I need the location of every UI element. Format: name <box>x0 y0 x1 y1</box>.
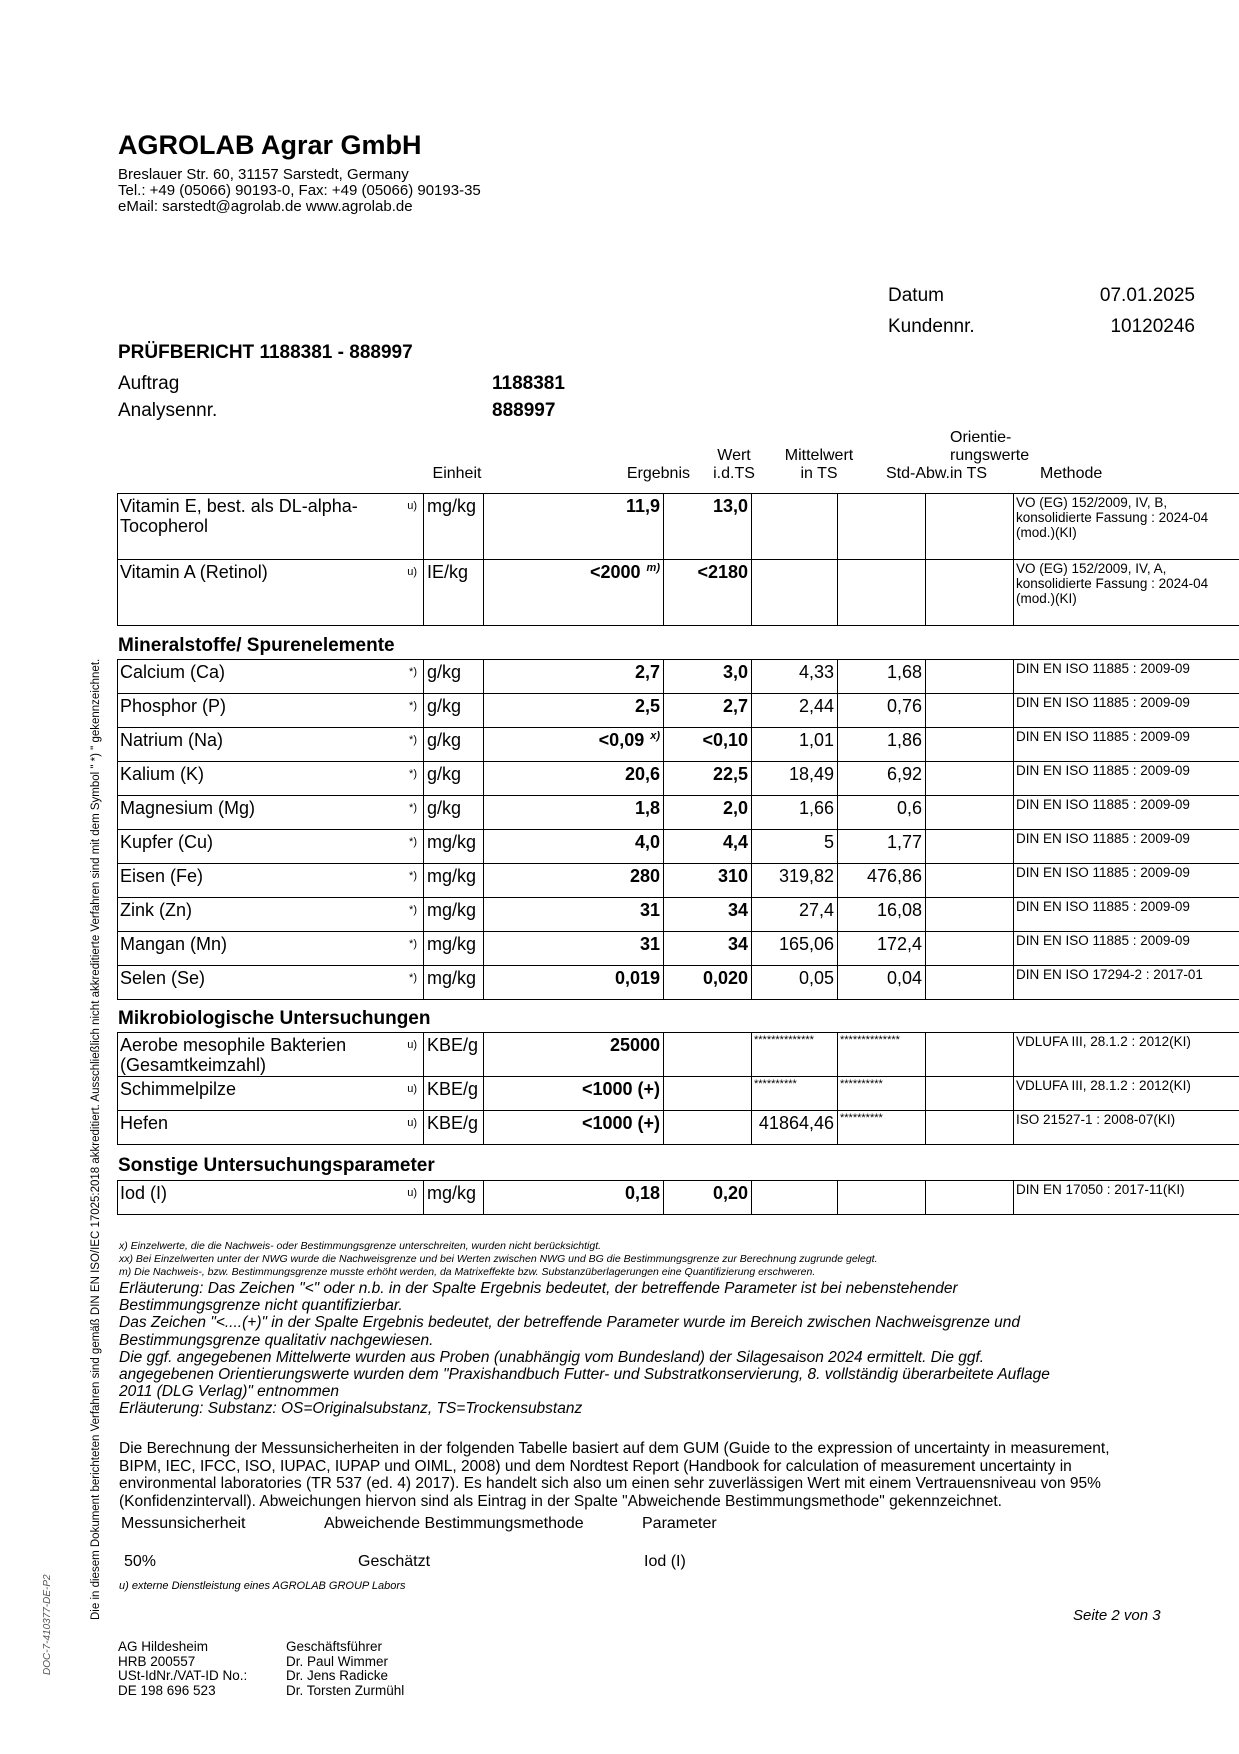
method-cell: DIN EN ISO 11885 : 2009-09 <box>1014 660 1239 694</box>
footnote-marker: *) <box>409 938 417 950</box>
page-number: Seite 2 von 3 <box>1073 1607 1161 1624</box>
param-name <box>118 494 424 560</box>
param-name <box>118 830 424 864</box>
ts-cell: 0,20 <box>664 1181 752 1215</box>
param-name <box>118 762 424 796</box>
mean-cell: 0,05 <box>752 966 838 1000</box>
note-line: 2011 (DLG Verlag)" entnommen <box>119 1383 340 1401</box>
orient-cell <box>926 494 1014 560</box>
note-line: Erläuterung: Substanz: OS=Originalsubstanz, TS=Trockensubstanz <box>119 1400 583 1418</box>
param-name-text: Magnesium (Mg) <box>120 798 256 818</box>
col-wert <box>692 447 776 483</box>
gum-line: (Konfidenzintervall). Abweichungen hiervon sind als Eintrag in der Spalte "Abweichende Bestimmungsmethode" gekennzeichnet. <box>119 1492 1002 1510</box>
mu-header-3: Parameter <box>642 1515 717 1532</box>
col-orient-line2: rungswerte <box>950 447 1030 464</box>
result-value: <1000 (+) <box>581 1113 660 1133</box>
table-row <box>118 728 1239 762</box>
ts-cell: 13,0 <box>664 494 752 560</box>
col-methode: Methode <box>1040 465 1103 482</box>
result-cell <box>484 966 664 1000</box>
mean-cell: 2,44 <box>752 694 838 728</box>
result-cell <box>484 830 664 864</box>
note-line: Das Zeichen "<....(+)" in der Spalte Ergebnis bedeutet, der betreffende Parameter wurde im Bereich zwischen Nachweisgrenze und <box>119 1314 1021 1332</box>
kunde-label: Kundennr. <box>888 316 975 337</box>
unit-cell: g/kg <box>424 694 484 728</box>
method-cell: DIN EN ISO 11885 : 2009-09 <box>1014 694 1239 728</box>
param-name <box>118 966 424 1000</box>
orient-cell <box>926 932 1014 966</box>
method-cell: ISO 21527-1 : 2008-07(KI) <box>1014 1111 1239 1145</box>
footnote-marker: *) <box>409 700 417 712</box>
unit-cell: mg/kg <box>424 864 484 898</box>
param-name <box>118 796 424 830</box>
unit-cell: mg/kg <box>424 932 484 966</box>
document-code: DOC-7-410377-DE-P2 <box>42 1574 53 1675</box>
unit-cell: KBE/g <box>424 1111 484 1145</box>
section-micro: Mikrobiologische Untersuchungen <box>118 1008 431 1029</box>
result-footnote: x) <box>650 730 660 742</box>
param-name <box>118 932 424 966</box>
result-value: 0,019 <box>614 968 660 988</box>
result-value: 2,7 <box>634 662 660 682</box>
method-cell: DIN EN ISO 11885 : 2009-09 <box>1014 796 1239 830</box>
mu-value-1: 50% <box>124 1553 157 1570</box>
std-cell: 0,04 <box>838 966 926 1000</box>
table-row <box>118 1033 1239 1077</box>
result-value: 4,0 <box>634 832 660 852</box>
std-cell: 6,92 <box>838 762 926 796</box>
footnote-marker: *) <box>409 802 417 814</box>
footnote-marker: *) <box>409 836 417 848</box>
mean-cell: 18,49 <box>752 762 838 796</box>
orient-cell <box>926 1077 1014 1111</box>
orient-cell <box>926 660 1014 694</box>
table-row <box>118 1077 1239 1111</box>
result-value: <0,09 <box>598 730 645 750</box>
unit-cell: mg/kg <box>424 1181 484 1215</box>
method-cell: DIN EN 17050 : 2017-11(KI) <box>1014 1181 1239 1215</box>
param-name-text: Hefen <box>120 1113 169 1133</box>
param-name-text: Zink (Zn) <box>120 900 192 920</box>
result-cell <box>484 898 664 932</box>
unit-cell: mg/kg <box>424 898 484 932</box>
footnote-marker: u) <box>407 500 417 512</box>
param-name-text: Natrium (Na) <box>120 730 224 750</box>
minerals-table <box>117 659 1239 1000</box>
notes-explanation <box>119 1280 1199 1418</box>
std-cell: ************** <box>838 1033 926 1077</box>
result-cell <box>484 864 664 898</box>
param-name-text: Kupfer (Cu) <box>120 832 214 852</box>
unit-cell: IE/kg <box>424 560 484 626</box>
ts-cell: 4,4 <box>664 830 752 864</box>
col-wert-line1: Wert <box>717 447 751 464</box>
footer-line: USt-IdNr./VAT-ID No.: <box>118 1668 248 1683</box>
method-cell: VO (EG) 152/2009, IV, A, konsolidierte Fassung : 2024-04 (mod.)(KI) <box>1014 560 1239 626</box>
orient-cell <box>926 898 1014 932</box>
table-row <box>118 560 1239 626</box>
param-name-text: Kalium (K) <box>120 764 205 784</box>
param-name <box>118 864 424 898</box>
col-ergebnis: Ergebnis <box>626 465 690 482</box>
gum-paragraph <box>119 1440 1199 1510</box>
mean-cell <box>752 1181 838 1215</box>
table-row <box>118 494 1239 560</box>
table-row <box>118 830 1239 864</box>
std-cell: 1,77 <box>838 830 926 864</box>
mu-header-2: Abweichende Bestimmungsmethode <box>324 1515 584 1532</box>
param-name-text: Aerobe mesophile Bakterien (Gesamtkeimzahl) <box>120 1035 347 1075</box>
method-cell: DIN EN ISO 11885 : 2009-09 <box>1014 898 1239 932</box>
mean-cell: 1,66 <box>752 796 838 830</box>
datum-label: Datum <box>888 285 944 306</box>
result-value: <2000 <box>589 562 641 582</box>
result-value: 11,9 <box>625 496 660 516</box>
report-title: PRÜFBERICHT 1188381 - 888997 <box>118 342 413 363</box>
ts-cell <box>664 1111 752 1145</box>
table-row <box>118 1111 1239 1145</box>
result-cell <box>484 1033 664 1077</box>
orient-cell <box>926 728 1014 762</box>
param-name-text: Vitamin E, best. als DL-alpha-Tocopherol <box>120 496 358 536</box>
param-name-text: Phosphor (P) <box>120 696 227 716</box>
col-std: Std-Abw. <box>885 465 950 482</box>
note-xx: xx) Bei Einzelwerten unter der NWG wurde die Nachweisgrenze und bei Werten zwischen NWG und BG die Bestimmungsgrenze zur Berechnung zugrunde gelegt. <box>119 1253 878 1265</box>
mean-cell: 4,33 <box>752 660 838 694</box>
orient-cell <box>926 762 1014 796</box>
std-cell: 16,08 <box>838 898 926 932</box>
note-line: angegebenen Orientierungswerte wurden dem "Praxishandbuch Futter- und Substratkonservierung, 8. vollständig überarbeitete Auflage <box>119 1366 1050 1384</box>
company-phone: Tel.: +49 (05066) 90193-0, Fax: +49 (05066) 90193-35 <box>118 182 481 199</box>
col-einheit: Einheit <box>432 465 482 482</box>
mean-cell: 165,06 <box>752 932 838 966</box>
result-cell <box>484 660 664 694</box>
unit-cell: KBE/g <box>424 1077 484 1111</box>
footnote-marker: u) <box>407 566 417 578</box>
company-address-block <box>118 167 481 215</box>
table-row <box>118 932 1239 966</box>
orient-cell <box>926 1111 1014 1145</box>
mean-cell: 41864,46 <box>752 1111 838 1145</box>
unit-cell: mg/kg <box>424 830 484 864</box>
datum-row <box>888 285 1195 309</box>
ts-cell: 2,7 <box>664 694 752 728</box>
param-name <box>118 1181 424 1215</box>
param-name <box>118 694 424 728</box>
result-cell <box>484 560 664 626</box>
unit-cell: KBE/g <box>424 1033 484 1077</box>
kunde-value: 10120246 <box>1110 316 1195 337</box>
footnote-marker: *) <box>409 734 417 746</box>
method-cell: DIN EN ISO 11885 : 2009-09 <box>1014 728 1239 762</box>
unit-cell: g/kg <box>424 796 484 830</box>
footer-line: DE 198 696 523 <box>118 1682 216 1698</box>
result-footnote: m) <box>646 562 660 574</box>
method-cell: DIN EN ISO 17294-2 : 2017-01 <box>1014 966 1239 1000</box>
ts-cell: 34 <box>664 898 752 932</box>
param-name-text: Schimmelpilze <box>120 1079 237 1099</box>
std-cell: 1,86 <box>838 728 926 762</box>
method-cell: DIN EN ISO 11885 : 2009-09 <box>1014 932 1239 966</box>
param-name-text: Selen (Se) <box>120 968 206 988</box>
std-cell <box>838 1181 926 1215</box>
table-row <box>118 864 1239 898</box>
col-orient-line1: Orientie- <box>950 429 1012 446</box>
col-orient <box>950 429 1038 483</box>
orient-cell <box>926 1033 1014 1077</box>
param-name <box>118 728 424 762</box>
footer-line: HRB 200557 <box>118 1653 196 1669</box>
footer-line: Dr. Torsten Zurmühl <box>286 1682 405 1698</box>
footnote-marker: u) <box>407 1187 417 1199</box>
result-value: 25000 <box>609 1035 660 1055</box>
micro-table <box>117 1032 1239 1145</box>
result-cell <box>484 494 664 560</box>
note-line: Bestimmungsgrenze nicht quantifizierbar. <box>119 1297 403 1315</box>
analyse-label: Analysennr. <box>118 400 218 421</box>
result-value: 20,6 <box>624 764 660 784</box>
table-row <box>118 796 1239 830</box>
unit-cell: mg/kg <box>424 966 484 1000</box>
ts-cell: <0,10 <box>664 728 752 762</box>
ts-cell: 22,5 <box>664 762 752 796</box>
footer-line: Dr. Jens Radicke <box>286 1668 389 1683</box>
col-mittel-line2: in TS <box>800 465 838 482</box>
param-name-text: Eisen (Fe) <box>120 866 204 886</box>
auftrag-value: 1188381 <box>492 373 565 394</box>
result-cell <box>484 762 664 796</box>
orient-cell <box>926 864 1014 898</box>
footer-management <box>286 1640 404 1698</box>
result-cell <box>484 1181 664 1215</box>
unit-cell: g/kg <box>424 660 484 694</box>
mean-cell <box>752 560 838 626</box>
result-value: <1000 (+) <box>581 1079 660 1099</box>
method-cell: DIN EN ISO 11885 : 2009-09 <box>1014 762 1239 796</box>
note-x: x) Einzelwerte, die die Nachweis- oder Bestimmungsgrenze unterschreiten, wurden nicht berücksichtigt. <box>119 1240 602 1252</box>
param-name <box>118 1033 424 1077</box>
col-orient-line3: in TS <box>950 465 988 482</box>
mu-value-3: Iod (I) <box>644 1553 686 1570</box>
result-value: 2,5 <box>634 696 660 716</box>
footnote-marker: *) <box>409 904 417 916</box>
result-cell <box>484 694 664 728</box>
accreditation-note: Die in diesem Dokument berichteten Verfahren sind gemäß DIN EN ISO/IEC 17025:2018 akkreditiert. Ausschließlich nicht akkreditierte Verfahren sind mit dem Symbol " *) " gekennzeichnet. <box>90 658 102 1620</box>
std-cell: 0,76 <box>838 694 926 728</box>
param-name-text: Iod (I) <box>120 1183 168 1203</box>
footnote-marker: u) <box>407 1117 417 1129</box>
unit-cell: g/kg <box>424 728 484 762</box>
col-mittel-line1: Mittelwert <box>784 447 854 464</box>
table-row <box>118 694 1239 728</box>
ts-cell: 34 <box>664 932 752 966</box>
mean-cell: ************** <box>752 1033 838 1077</box>
table-row <box>118 762 1239 796</box>
unit-cell: mg/kg <box>424 494 484 560</box>
std-cell: ********** <box>838 1077 926 1111</box>
table-row <box>118 966 1239 1000</box>
footnote-marker: u) <box>407 1083 417 1095</box>
auftrag-label: Auftrag <box>118 373 180 394</box>
ts-cell <box>664 1077 752 1111</box>
col-mittel <box>776 447 862 483</box>
orient-cell <box>926 830 1014 864</box>
mean-cell <box>752 494 838 560</box>
orient-cell <box>926 560 1014 626</box>
mean-cell: 27,4 <box>752 898 838 932</box>
param-name <box>118 660 424 694</box>
footnote-u: u) externe Dienstleistung eines AGROLAB GROUP Labors <box>119 1580 406 1592</box>
section-other: Sonstige Untersuchungsparameter <box>118 1155 435 1176</box>
datum-value: 07.01.2025 <box>1099 285 1195 306</box>
std-cell <box>838 494 926 560</box>
footnote-marker: u) <box>407 1039 417 1051</box>
result-value: 0,18 <box>624 1183 660 1203</box>
table-row <box>118 660 1239 694</box>
orient-cell <box>926 694 1014 728</box>
param-name-text: Mangan (Mn) <box>120 934 228 954</box>
param-name <box>118 898 424 932</box>
ts-cell: 0,020 <box>664 966 752 1000</box>
std-cell: 0,6 <box>838 796 926 830</box>
analyse-value: 888997 <box>492 400 556 421</box>
company-address: Breslauer Str. 60, 31157 Sarstedt, Germany <box>118 166 409 183</box>
note-line: Erläuterung: Das Zeichen "<" oder n.b. in der Spalte Ergebnis bedeutet, der betreffende Parameter ist bei nebenstehender <box>119 1280 958 1297</box>
result-value: 1,8 <box>634 798 660 818</box>
ts-cell: 2,0 <box>664 796 752 830</box>
footnote-marker: *) <box>409 768 417 780</box>
mu-header-1: Messunsicherheit <box>121 1515 246 1532</box>
mean-cell: 319,82 <box>752 864 838 898</box>
other-table <box>117 1180 1239 1215</box>
std-cell: 1,68 <box>838 660 926 694</box>
result-value: 31 <box>639 934 660 954</box>
std-cell: 476,86 <box>838 864 926 898</box>
footnote-marker: *) <box>409 972 417 984</box>
ts-cell: <2180 <box>664 560 752 626</box>
company-name: AGROLAB Agrar GmbH <box>118 130 422 160</box>
result-cell <box>484 932 664 966</box>
orient-cell <box>926 796 1014 830</box>
ts-cell <box>664 1033 752 1077</box>
result-cell <box>484 728 664 762</box>
result-cell <box>484 796 664 830</box>
method-cell: VDLUFA III, 28.1.2 : 2012(KI) <box>1014 1033 1239 1077</box>
orient-cell <box>926 966 1014 1000</box>
method-cell: DIN EN ISO 11885 : 2009-09 <box>1014 864 1239 898</box>
kunde-row <box>888 316 1195 340</box>
note-line: Bestimmungsgrenze qualitativ nachgewiesen. <box>119 1331 434 1349</box>
gum-line: Die Berechnung der Messunsicherheiten in der folgenden Tabelle basiert auf dem GUM (Guide to the expression of uncertainty in measurement, <box>119 1440 1110 1457</box>
mean-cell: 5 <box>752 830 838 864</box>
table-row <box>118 1181 1239 1215</box>
vitamins-table <box>117 493 1239 626</box>
notes-footnotes <box>119 1240 1199 1279</box>
std-cell: 172,4 <box>838 932 926 966</box>
mean-cell: ********** <box>752 1077 838 1111</box>
std-cell: ********** <box>838 1111 926 1145</box>
note-line: Die ggf. angegebenen Mittelwerte wurden aus Proben (unabhängig vom Bundesland) der Silagesaison 2024 ermittelt. Die ggf. <box>119 1348 985 1366</box>
gum-line: BIPM, IEC, IFCC, ISO, IUPAC, IUPAP und OIML, 2008) und dem Nordtest Report (Handbook for calculation of measurement uncertainty in <box>119 1457 1072 1475</box>
param-name-text: Calcium (Ca) <box>120 662 226 682</box>
footnote-marker: *) <box>409 666 417 678</box>
company-email: eMail: sarstedt@agrolab.de www.agrolab.de <box>118 198 413 215</box>
result-cell <box>484 1111 664 1145</box>
footer-register <box>118 1640 247 1698</box>
unit-cell: g/kg <box>424 762 484 796</box>
result-cell <box>484 1077 664 1111</box>
mu-value-2: Geschätzt <box>358 1553 431 1570</box>
method-cell: VO (EG) 152/2009, IV, B, konsolidierte Fassung : 2024-04 (mod.)(KI) <box>1014 494 1239 560</box>
mean-cell: 1,01 <box>752 728 838 762</box>
col-wert-line2: i.d.TS <box>713 465 755 482</box>
footer-line: Dr. Paul Wimmer <box>286 1653 389 1669</box>
gum-line: environmental laboratories (TR 537 (ed. 4) 2017). Es handelt sich also um einen sehr zuverlässigen Wert mit einem Vertrauensniveau von 95% <box>119 1475 1101 1492</box>
result-value: 280 <box>629 866 660 886</box>
section-minerals: Mineralstoffe/ Spurenelemente <box>118 635 395 656</box>
footer-line: AG Hildesheim <box>118 1639 209 1654</box>
ts-cell: 3,0 <box>664 660 752 694</box>
orient-cell <box>926 1181 1014 1215</box>
ts-cell: 310 <box>664 864 752 898</box>
param-name <box>118 1077 424 1111</box>
note-m: m) Die Nachweis-, bzw. Bestimmungsgrenze musste erhöht werden, da Matrixeffekte bzw. Substanzüberlagerungen eine Quantifizierung erschweren. <box>119 1266 816 1278</box>
method-cell: DIN EN ISO 11885 : 2009-09 <box>1014 830 1239 864</box>
param-name <box>118 560 424 626</box>
result-value: 31 <box>639 900 660 920</box>
param-name <box>118 1111 424 1145</box>
std-cell <box>838 560 926 626</box>
table-row <box>118 898 1239 932</box>
param-name-text: Vitamin A (Retinol) <box>120 562 268 582</box>
method-cell: VDLUFA III, 28.1.2 : 2012(KI) <box>1014 1077 1239 1111</box>
footnote-marker: *) <box>409 870 417 882</box>
footer-line: Geschäftsführer <box>286 1639 383 1654</box>
